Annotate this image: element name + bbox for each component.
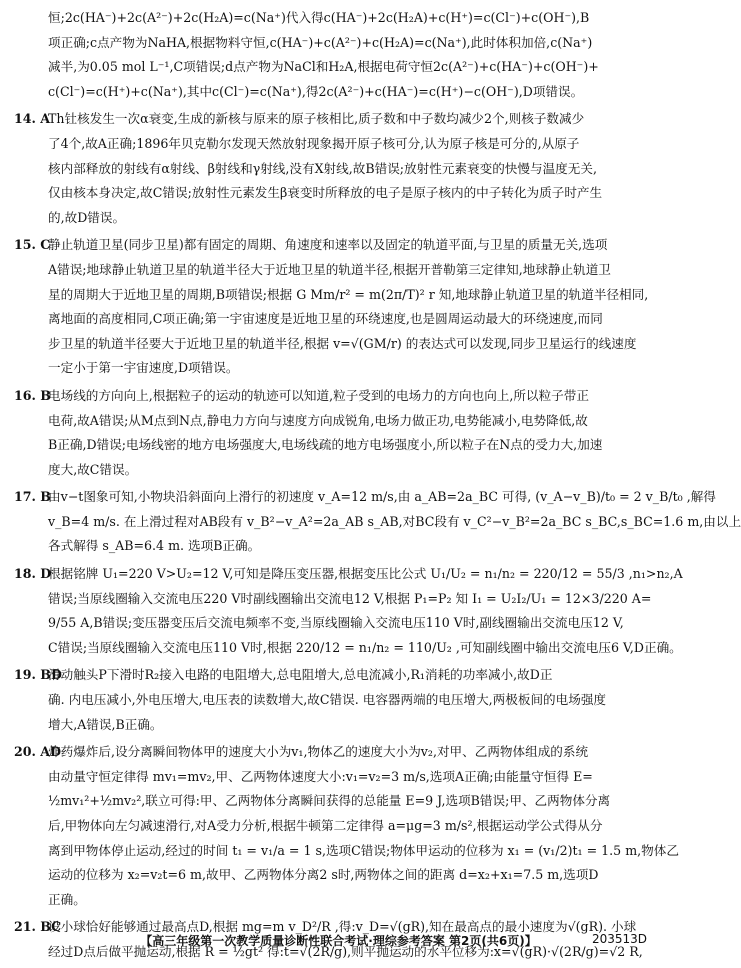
question-number: 19. BD	[14, 667, 62, 683]
line-text: 后,甲物体向左匀减速滑行,对A受力分析,根据牛顿第二定律得 a=μg=3 m/s²,根据运动学公式得从分	[48, 818, 603, 833]
answer-line	[48, 433, 657, 458]
line-text: 了4个,故A正确;1896年贝克勒尔发现天然放射现象揭开原子核可分,认为原子核是可分的,从原子	[48, 135, 580, 151]
line-text: v_B=4 m/s. 在上滑过程对AB段有 v_B²−v_A²=2a_AB s_AB,对BC段有 v_C²−v_B²=2a_BC s_BC,s_BC=1.6 m,由以上	[48, 513, 741, 529]
answer-line	[48, 283, 657, 308]
answer-line	[48, 789, 657, 814]
line-text: Th钍核发生一次α衰变,生成的新核与原来的原子核相比,质子数和中子数均减少2个,则核子数减少	[48, 111, 585, 127]
line-text: 确. 内电压减小,外电压增大,电压表的读数增大,故C错误. 电容器两端的电压增大,两极板间的电场强度	[48, 692, 607, 708]
line-text: 增大,A错误,B正确。	[48, 716, 163, 732]
answer-line	[14, 107, 657, 132]
answer-line	[48, 307, 657, 332]
line-text: c(Cl⁻)=c(H⁺)+c(Na⁺),其中c(Cl⁻)=c(Na⁺),得2c(A²⁻)+c(HA⁻)=c(H⁺)−c(OH⁻),D项错误。	[48, 83, 584, 99]
line-text: 错误;当原线圈输入交流电压220 V时副线圈输出交流电12 V,根据 P₁=P₂ 知 I₁ = U₂I₂/U₁ = 12×3/220 A=	[48, 590, 652, 606]
answer-line	[48, 765, 657, 790]
answer-line	[14, 384, 657, 409]
answer-item	[14, 485, 741, 559]
answer-line	[48, 587, 657, 612]
line-text: 恒;2c(HA⁻)+2c(A²⁻)+2c(H₂A)=c(Na⁺)代入得c(HA⁻)+2c(H₂A)+c(H⁺)=c(Cl⁻)+c(OH⁻),B	[48, 10, 590, 25]
line-text: 炸药爆炸后,设分离瞬间物体甲的速度大小为v₁,物体乙的速度大小为v₂,对甲、乙两物体组成的系统	[48, 744, 589, 760]
answer-line	[48, 814, 657, 839]
line-text: 减半,为0.05 mol L⁻¹,C项错误;d点产物为NaCl和H₂A,根据电荷守恒2c(A²⁻)+c(HA⁻)+c(OH⁻)+	[48, 59, 599, 75]
line-text: ½mv₁²+½mv₂²,联立可得:甲、乙两物体分离瞬间获得的总能量 E=9 J,选项B错误;甲、乙两物体分离	[48, 793, 611, 809]
answer-line	[48, 80, 657, 105]
line-text: 正确。	[48, 891, 86, 907]
line-text: 经过D点后做平抛运动,根据 R = ½gt² 得:t=√(2R/g),则平抛运动的水平位移为:x=√(gR)·√(2R/g)=√2 R,	[48, 943, 643, 959]
line-text: 离到甲物体停止运动,经过的时间 t₁ = v₁/a = 1 s,选项C错误;物体甲运动的位移为 x₁ = (v₁/2)t₁ = 1.5 m,物体乙	[48, 842, 679, 858]
answer-item	[14, 384, 657, 482]
line-text: 静止轨道卫星(同步卫星)都有固定的周期、角速度和速率以及固定的轨道平面,与卫星的质量无关,选项	[48, 237, 608, 253]
answer-line	[48, 888, 657, 913]
footer-code: 203513D	[591, 932, 647, 946]
answer-line	[48, 409, 657, 434]
answer-line	[48, 6, 657, 31]
page-footer	[0, 932, 677, 949]
answer-item	[14, 233, 657, 381]
line-text: 运动的位移为 x₂=v₂t=6 m,故甲、乙两物体分离2 s时,两物体之间的距离 d=x₂+x₁=7.5 m,选项D	[48, 867, 599, 883]
question-number: 17. B	[14, 489, 51, 505]
answer-line	[48, 206, 657, 231]
line-text: C错误;当原线圈输入交流电压110 V时,根据 220/12 = n₁/n₂ = 110/U₂ ,可知副线圈中输出交流电压6 V,D正确。	[48, 639, 682, 655]
line-text: 9/55 A,B错误;变压器变压后交流电频率不变,当原线圈输入交流电压110 V时,副线圈输出交流电压12 V,	[48, 615, 624, 631]
line-text: B正确,D错误;电场线密的地方电场强度大,电场线疏的地方电场强度小,所以粒子在N点的受力大,加速	[48, 437, 603, 453]
question-number: 14. A	[14, 111, 51, 127]
answer-line	[48, 181, 657, 206]
line-text: 项正确;c点产物为NaHA,根据物料守恒,c(HA⁻)+c(A²⁻)+c(H₂A)=c(Na⁺),此时体积加倍,c(Na⁺)	[48, 34, 593, 50]
answer-line	[14, 663, 657, 688]
answer-line	[14, 740, 657, 765]
answer-line	[14, 562, 683, 587]
answer-line	[48, 31, 657, 56]
answer-content	[14, 6, 741, 968]
question-number: 18. D	[14, 566, 52, 582]
answer-item	[14, 740, 679, 912]
answer-line	[48, 510, 741, 535]
line-text: A错误;地球静止轨道卫星的轨道半径大于近地卫星的轨道半径,根据开普勒第三定律知,地球静止轨道卫	[48, 261, 611, 277]
answer-line	[48, 157, 657, 182]
answer-item	[14, 107, 657, 230]
answer-line	[48, 688, 657, 713]
line-text: 由v−t图象可知,小物块沿斜面向上滑行的初速度 v_A=12 m/s,由 a_AB=2a_BC 可得, (v_A−v_B)/t₀ = 2 v_B/t₀ ,解得	[48, 489, 716, 505]
answer-line	[14, 233, 657, 258]
line-text: 由动量守恒定律得 mv₁=mv₂,甲、乙两物体速度大小:v₁=v₂=3 m/s,选项A正确;由能量守恒得 E=	[48, 768, 593, 784]
footer-title: 【高三年级第一次教学质量诊断性联合考试·理综参考答案 第2页(共6页)】	[140, 934, 537, 948]
line-text: 一定小于第一宇宙速度,D项错误。	[48, 360, 239, 376]
line-text: 电荷,故A错误;从M点到N点,静电力方向与速度方向成锐角,电场力做正功,电势能减小,电势降低,故	[48, 412, 588, 428]
line-text: 仅由核本身决定,故C错误;放射性元素发生β衰变时所释放的电子是原子核内的中子转化为质子时产生	[48, 185, 603, 201]
question-number: 15. C	[14, 237, 51, 253]
line-text: 度大,故C错误。	[48, 461, 138, 477]
answer-item	[14, 663, 657, 737]
line-text: 各式解得 s_AB=6.4 m. 选项B正确。	[48, 538, 261, 554]
line-text: 的,故D错误。	[48, 209, 126, 225]
line-text: 电场线的方向向上,根据粒子的运动的轨迹可以知道,粒子受到的电场力的方向也向上,所以粒子带正	[48, 387, 589, 403]
answer-line	[48, 611, 657, 636]
answer-continuation	[48, 6, 657, 104]
line-text: 滑动触头P下滑时R₂接入电路的电阻增大,总电阻增大,总电流减小,R₁消耗的功率减小,故D正	[48, 667, 553, 683]
answer-line	[14, 485, 716, 510]
answer-line	[48, 636, 682, 661]
question-number: 16. B	[14, 387, 51, 403]
question-number: 20. AD	[14, 744, 61, 760]
answer-line	[48, 356, 657, 381]
answer-line	[48, 55, 657, 80]
answer-line	[48, 132, 657, 157]
answer-line	[48, 332, 657, 357]
line-text: 核内部释放的射线有α射线、β射线和γ射线,没有X射线,故B错误;放射性元素衰变的快慢与温度无关,	[48, 160, 597, 176]
question-number: 21. BC	[14, 919, 62, 935]
answer-line	[48, 713, 657, 738]
line-text: 步卫星的轨道半径要大于近地卫星的轨道半径,根据 v=√(GM/r) 的表达式可以发现,同步卫星运行的线速度	[48, 335, 637, 351]
line-text: 离地面的高度相同,C项正确;第一宇宙速度是近地卫星的环绕速度,也是圆周运动最大的环绕速度,而同	[48, 311, 603, 327]
line-text: 星的周期大于近地卫星的周期,B项错误;根据 G Mm/r² = m(2π/T)² r 知,地球静止轨道卫星的轨道半径相同,	[48, 286, 649, 302]
answer-line	[48, 839, 679, 864]
answer-item	[14, 562, 683, 660]
answer-line	[48, 458, 657, 483]
answer-line	[48, 534, 657, 559]
answer-line	[48, 863, 657, 888]
line-text: 根据铭牌 U₁=220 V>U₂=12 V,可知是降压变压器,根据变压比公式 U₁/U₂ = n₁/n₂ = 220/12 = 55/3 ,n₁>n₂,A	[48, 566, 683, 582]
answer-line	[48, 258, 657, 283]
line-text: 设小球恰好能够通过最高点D,根据 mg=m v_D²/R ,得:v_D=√(gR),知在最高点的最小速度为√(gR). 小球	[48, 919, 637, 935]
